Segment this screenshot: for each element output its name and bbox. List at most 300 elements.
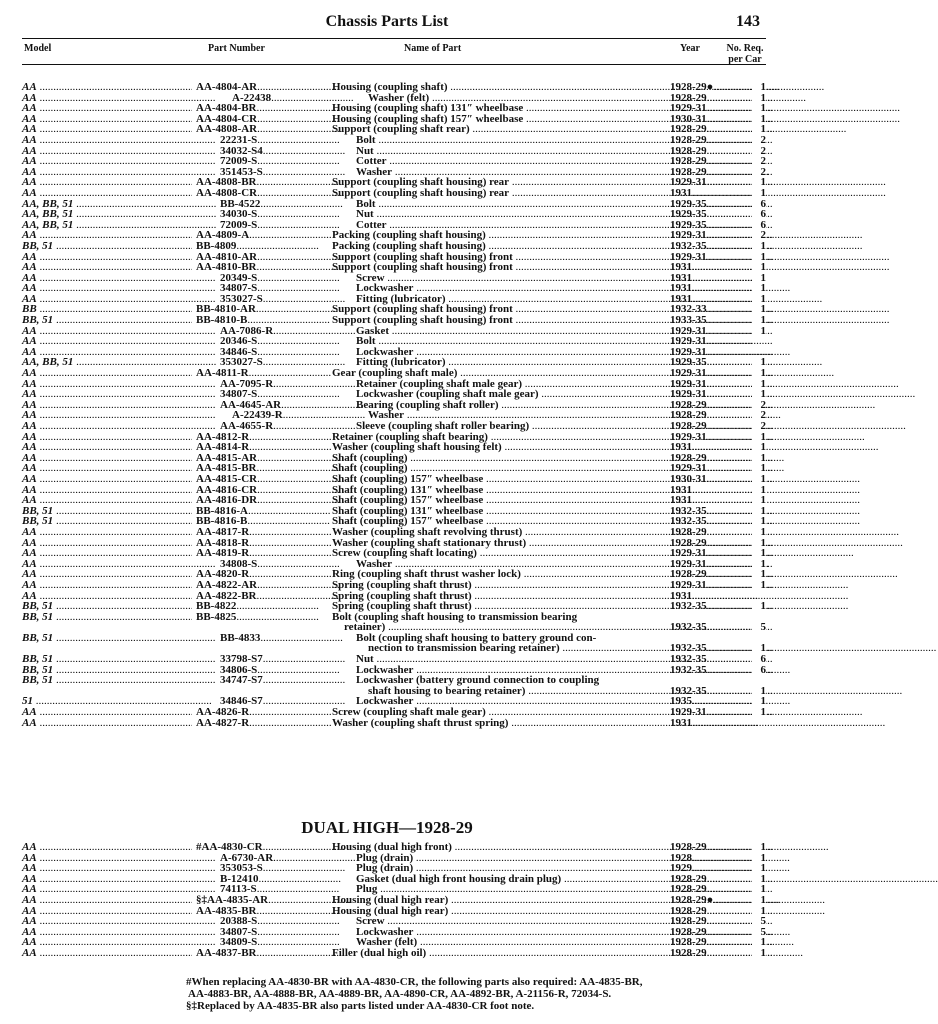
part-number-text: BB-4822 (196, 600, 237, 613)
part-name-cell: Support (coupling shaft housing) front ..... (332, 262, 670, 273)
part-name-cell: Shaft (coupling) 131″ wheelbase ..... (332, 485, 670, 496)
year-cell: 1929-31 ..... (670, 347, 760, 358)
model-cell: AA ..... (22, 895, 198, 906)
quantity-cell: 1 (752, 103, 766, 114)
footnote-1: #When replacing AA-4830-BR with AA-4830-CR, the following parts also required: AA-4835-BR, (186, 976, 643, 988)
model-cell: BB, 51 ..... (22, 654, 198, 665)
part-name-cell: Bearing (coupling shaft roller) ..... (356, 400, 670, 411)
year-cell: 1928-29 ..... (670, 93, 760, 104)
quantity-cell: 1 (752, 548, 766, 559)
leader-dots: .............................. (236, 239, 319, 252)
part-name-cell: Packing (coupling shaft housing) ..... (332, 241, 670, 252)
model-cell: AA ..... (22, 326, 198, 337)
leader-dots: .............................. (262, 144, 346, 157)
part-name-cell: Housing (coupling shaft) ..... (332, 82, 670, 93)
quantity-cell: 6 (752, 665, 766, 676)
leader-dots: .............................. (273, 851, 356, 864)
part-number-text: AA-4812-R (196, 430, 250, 443)
part-name-cell: Plug (drain) ..... (356, 863, 670, 874)
footnotes (186, 976, 766, 1012)
leader-dots: .............................. (247, 314, 330, 327)
leader-dots: .............................. (249, 430, 332, 443)
quantity-cell: 1 (752, 696, 766, 707)
leader-dots: .............................. (257, 112, 340, 125)
leader-dots: .............................. (249, 229, 332, 242)
year-cell: 1931 ..... (670, 188, 760, 199)
dual-high-parts-list (22, 842, 766, 959)
part-name-cell: Shaft (coupling) 157″ wheelbase ..... (332, 495, 670, 506)
part-name-cell: Washer (felt) ..... (368, 93, 670, 104)
year-cell: 1932-35 ..... (670, 241, 760, 252)
leader-dots: .............................. (282, 409, 366, 422)
part-name-cell: Bolt ..... (356, 199, 670, 210)
year-cell: 1928-29 ..... (670, 916, 760, 927)
leader-dots: .............................. (257, 925, 340, 938)
leader-dots: .............................. (247, 515, 330, 528)
quantity-cell: 2 (752, 410, 766, 421)
model-cell: BB, 51 ..... (22, 665, 198, 676)
part-name-cell: Cotter ..... (356, 156, 670, 167)
part-number-text: AA-4810-BR (196, 261, 257, 274)
quantity-cell: 6 (752, 209, 766, 220)
quantity-cell: 2 (752, 421, 766, 432)
leader-dots: .............................. (236, 600, 319, 613)
year-cell: 1929-31 ..... (670, 463, 760, 474)
model-cell: BB, 51 ..... (22, 506, 198, 517)
quantity-cell: 5 (752, 916, 766, 927)
part-name-cell: Ring (coupling shaft thrust washer lock) ..... (332, 569, 670, 580)
part-name-cell: Shaft (coupling) ..... (332, 463, 670, 474)
year-cell: 1932-35 ..... (670, 506, 760, 517)
leader-dots: .............................. (249, 441, 332, 454)
leader-dots: .............................. (257, 250, 340, 263)
quantity-cell: 1 (752, 937, 766, 948)
column-header-part-number: Part Number (208, 43, 265, 54)
part-name-cell: Lockwasher (coupling shaft male gear) ..... (356, 389, 670, 400)
quantity-cell: 1 (752, 93, 766, 104)
quantity-cell: 1 (752, 906, 766, 917)
part-name-cell: Bolt ..... (356, 336, 670, 347)
model-cell: AA ..... (22, 167, 198, 178)
quantity-cell: 2 (752, 135, 766, 146)
part-name-cell: Screw (coupling shaft locating) ..... (332, 548, 670, 559)
table-row (22, 718, 766, 729)
part-number-text: AA-4816-CR (196, 483, 258, 496)
year-cell: 1929-31 ..... (670, 336, 760, 347)
quantity-cell: 1 (752, 241, 766, 252)
year-cell: 1929-31 ..... (670, 379, 760, 390)
part-name-cell: Lockwasher ..... (356, 696, 670, 707)
leader-dots: .............................. (256, 462, 339, 475)
model-cell: AA ..... (22, 347, 198, 358)
quantity-cell: 1 (752, 357, 766, 368)
leader-dots: .............................. (249, 547, 332, 560)
model-cell: AA, BB, 51 ..... (22, 220, 198, 231)
leader-dots: .............................. (257, 483, 340, 496)
quantity-cell: 1 (752, 874, 766, 885)
year-cell: 1929-31 ..... (670, 230, 760, 241)
year-cell: 1931 ..... (670, 485, 760, 496)
quantity-cell: 1 (752, 177, 766, 188)
leader-dots: .............................. (249, 706, 332, 719)
part-number-text: 34806-S (220, 663, 258, 676)
leader-dots: .............................. (257, 133, 340, 146)
year-cell: 1928-29 ..... (670, 400, 760, 411)
part-name-cell: Housing (coupling shaft) 131″ wheelbase ..... (332, 103, 670, 114)
quantity-cell: 1 (752, 294, 766, 305)
leader-dots: .............................. (258, 872, 341, 885)
part-name-cell: Plug ..... (356, 884, 670, 895)
table-row (22, 474, 766, 485)
model-cell: AA ..... (22, 948, 198, 959)
year-cell: 1932-35 ..... (670, 601, 760, 612)
model-cell: AA, BB, 51 ..... (22, 357, 198, 368)
leader-dots: .............................. (257, 578, 340, 591)
quantity-cell: 1 (752, 368, 766, 379)
leader-dots: .............................. (257, 123, 340, 136)
part-number-text: 74113-S (220, 883, 257, 896)
quantity-cell: 1 (752, 538, 766, 549)
leader-dots: .............................. (256, 261, 339, 274)
year-cell: 1931 ..... (670, 495, 760, 506)
leader-dots: .............................. (271, 91, 354, 104)
part-number-text: BB-4816-B (196, 515, 248, 528)
quantity-cell: 1 (752, 601, 766, 612)
year-cell: 1933-35 ..... (670, 315, 760, 326)
part-name-cell: shaft housing to bearing retainer) ..... (368, 686, 670, 697)
quantity-cell: 1 (752, 495, 766, 506)
quantity-cell: 1 (752, 442, 766, 453)
part-number-text: AA-4811-R (196, 367, 249, 380)
part-number-text: AA-7086-R (220, 324, 274, 337)
part-number-text: 34032-S4 (220, 144, 263, 157)
leader-dots: .............................. (262, 695, 346, 708)
part-number-text: AA-4808-CR (196, 186, 258, 199)
model-cell: AA ..... (22, 124, 198, 135)
part-name-cell: retainer) ..... (344, 622, 670, 633)
column-header-name: Name of Part (404, 43, 462, 54)
leader-dots: .............................. (257, 208, 340, 221)
quantity-cell: 5 (752, 622, 766, 633)
year-cell: 1929-35 ..... (670, 209, 760, 220)
page-number: 143 (736, 13, 760, 30)
column-header-year: Year (680, 43, 700, 54)
column-header-qty-line2: per Car (728, 54, 762, 65)
year-cell: 1932-35 ..... (670, 654, 760, 665)
leader-dots: .............................. (236, 610, 319, 623)
quantity-cell: 2 (752, 156, 766, 167)
table-row (22, 527, 766, 538)
leader-dots: .............................. (249, 716, 332, 729)
leader-dots: .............................. (247, 504, 331, 517)
table-row (22, 82, 766, 93)
part-number-text: AA-4804-BR (196, 102, 257, 115)
quantity-cell: 1 (752, 580, 766, 591)
table-row (22, 842, 766, 853)
model-cell: BB, 51 ..... (22, 675, 198, 686)
model-cell: BB, 51 ..... (22, 601, 198, 612)
year-cell: 1931 ..... (670, 718, 760, 729)
year-cell: 1928-29 ..... (670, 527, 760, 538)
model-cell: BB, 51 ..... (22, 612, 198, 623)
model-cell: AA ..... (22, 874, 198, 885)
leader-dots: .............................. (273, 377, 356, 390)
part-number-text: AA-4822-AR (196, 578, 258, 591)
part-number-text: BB-4522 (220, 197, 261, 210)
year-cell: 1928-29 ..... (670, 453, 760, 464)
part-name-cell: Shaft (coupling) 131″ wheelbase ..... (332, 506, 670, 517)
year-cell: 1929-35 ..... (670, 220, 760, 231)
year-cell: 1928-29 ..... (670, 421, 760, 432)
part-name-cell: Screw ..... (356, 916, 670, 927)
model-cell: AA ..... (22, 718, 198, 729)
part-name-cell: Packing (coupling shaft housing) ..... (332, 230, 670, 241)
part-name-cell: Gasket ..... (356, 326, 670, 337)
quantity-cell: 6 (752, 654, 766, 665)
model-cell: AA ..... (22, 400, 198, 411)
year-cell: 1929-31 ..... (670, 389, 760, 400)
year-cell: 1935 ..... (670, 696, 760, 707)
leader-dots: .............................. (249, 568, 332, 581)
model-cell: AA ..... (22, 453, 198, 464)
part-name-cell: Lockwasher ..... (356, 347, 670, 358)
model-cell: AA ..... (22, 485, 198, 496)
part-number-text: 72009-S (220, 218, 258, 231)
part-number-text: 33798-S7 (220, 653, 263, 666)
leader-dots: .............................. (257, 388, 340, 401)
leader-dots: .............................. (256, 176, 339, 189)
leader-dots: .............................. (281, 398, 364, 411)
part-name-cell: Plug (drain) ..... (356, 853, 670, 864)
year-cell: 1928-29 ..... (670, 948, 760, 959)
part-number-text: AA-4815-AR (196, 451, 258, 464)
quantity-cell: 1 (752, 474, 766, 485)
part-name-cell: Washer ..... (356, 167, 670, 178)
leader-dots: .............................. (256, 946, 339, 959)
part-name-cell: Housing (coupling shaft) 157″ wheelbase ..... (332, 114, 670, 125)
quantity-cell: 1 (752, 273, 766, 284)
part-number-text: AA-4809-A (196, 229, 250, 242)
leader-dots: .............................. (248, 367, 332, 380)
header-rule-top (22, 38, 766, 39)
year-cell: 1928-29 ..... (670, 842, 760, 853)
part-number-text: BB-4810-AR (196, 303, 256, 316)
part-name-cell: Washer (felt) ..... (356, 937, 670, 948)
model-cell: AA ..... (22, 252, 198, 263)
leader-dots: .............................. (249, 536, 332, 549)
part-number-text: AA-4808-AR (196, 123, 258, 136)
year-cell: 1929-31 ..... (670, 326, 760, 337)
part-name-cell: Nut ..... (356, 654, 670, 665)
quantity-cell: 1 (752, 884, 766, 895)
part-number-text: #AA-4830-CR (196, 841, 263, 853)
part-name-cell: Gasket (dual high front housing drain plug) ..... (356, 874, 670, 885)
section-title: DUAL HIGH—1928-29 (301, 818, 473, 837)
year-cell: 1928-29 ..... (670, 156, 760, 167)
quantity-cell: 1 (752, 432, 766, 443)
part-number-text: 20349-S (220, 271, 258, 284)
table-row (22, 580, 766, 591)
quantity-cell: 6 (752, 220, 766, 231)
leader-dots: .............................. (262, 862, 346, 875)
part-name-cell: Support (coupling shaft housing) front ..... (332, 252, 670, 263)
part-number-text: AA-4655-R (220, 420, 274, 432)
part-name-cell: Shaft (coupling) ..... (332, 453, 670, 464)
part-name-cell: Support (coupling shaft housing) front ..... (332, 315, 670, 326)
part-name-cell: Support (coupling shaft rear) ..... (332, 124, 670, 135)
leader-dots: .............................. (257, 345, 340, 358)
model-cell: AA ..... (22, 863, 198, 874)
column-header-model: Model (24, 43, 52, 54)
year-cell: 1932-35 ..... (670, 516, 760, 527)
quantity-cell: 5 (752, 927, 766, 938)
footnote-2: AA-4883-BR, AA-4888-BR, AA-4889-BR, AA-4890-CR, AA-4892-BR, A-21156-R, 72034-S. (188, 988, 612, 1000)
model-cell: AA ..... (22, 114, 198, 125)
part-name-cell: Lockwasher ..... (356, 283, 670, 294)
leader-dots: .............................. (262, 292, 346, 305)
leader-dots: .............................. (256, 589, 339, 602)
column-header-qty (722, 43, 768, 65)
leader-dots: .............................. (260, 631, 343, 644)
year-cell: 1930-31 ..... (670, 474, 760, 485)
part-number-text: AA-4817-R (196, 525, 250, 538)
year-cell: 1932-35 ..... (670, 622, 760, 633)
quantity-cell: 2 (752, 230, 766, 241)
part-number-text: AA-4804-AR (196, 81, 258, 93)
part-name-cell: Washer (coupling shaft housing felt) ..... (332, 442, 670, 453)
year-cell: 1928-29 ..... (670, 146, 760, 157)
leader-dots: .............................. (260, 197, 343, 210)
year-cell: 1928-29 ..... (670, 167, 760, 178)
quantity-cell: 1 (752, 948, 766, 959)
year-cell: 1932-35 ..... (670, 686, 760, 697)
model-cell: BB, 51 ..... (22, 241, 198, 252)
quantity-cell: 1 (752, 114, 766, 125)
year-cell: 1929-31 ..... (670, 368, 760, 379)
model-cell: AA ..... (22, 569, 198, 580)
part-number-text: 34807-S (220, 388, 258, 401)
quantity-cell: 1 (752, 686, 766, 697)
part-number-text: 34747-S7 (220, 674, 263, 687)
model-cell: AA ..... (22, 103, 198, 114)
leader-dots: .............................. (257, 451, 340, 464)
part-number-text: AA-4835-BR (196, 904, 257, 917)
part-number-text: AA-4837-BR (196, 946, 257, 959)
part-number-text: A-6730-AR (220, 851, 274, 864)
model-cell: AA ..... (22, 421, 198, 432)
model-cell: BB, 51 ..... (22, 633, 198, 644)
part-number-text: 34809-S (220, 936, 258, 949)
model-cell: BB ..... (22, 304, 198, 315)
table-row (22, 135, 766, 146)
part-name-cell: Washer ..... (356, 559, 670, 570)
year-cell: 1931 ..... (670, 591, 760, 602)
part-name-cell: Shaft (coupling) 157″ wheelbase ..... (332, 474, 670, 485)
table-row (22, 948, 766, 959)
part-number-text: AA-4645-AR (220, 398, 282, 411)
part-name-cell: Washer (coupling shaft revolving thrust) ..... (332, 527, 670, 538)
part-number-text: 20346-S (220, 335, 258, 348)
quantity-cell: 1 (752, 262, 766, 273)
quantity-cell: 1 (752, 485, 766, 496)
part-number-text: AA-4808-BR (196, 176, 257, 189)
table-row (22, 895, 766, 906)
part-name-cell: Bolt (coupling shaft housing to transmission bearing (332, 610, 578, 623)
leader-dots: .............................. (256, 102, 339, 115)
year-cell: 1929-31 ..... (670, 252, 760, 263)
part-name-cell: Housing (dual high front) ..... (332, 842, 670, 853)
year-cell: 1932-35 ..... (670, 665, 760, 676)
leader-dots: .............................. (257, 936, 340, 949)
quantity-cell: 1 (752, 516, 766, 527)
header-rule-bottom (22, 64, 766, 65)
footnote-3: §‡Replaced by AA-4835-BR also parts listed under AA-4830-CR foot note. (186, 1000, 535, 1012)
part-number-text: AA-4804-CR (196, 112, 258, 125)
model-cell: AA ..... (22, 591, 198, 602)
part-name-cell: Washer ..... (368, 410, 670, 421)
part-name-cell: Filler (dual high oil) ..... (332, 948, 670, 959)
model-cell: AA ..... (22, 442, 198, 453)
quantity-cell: 1 (752, 389, 766, 400)
part-number-cell (220, 675, 354, 686)
model-cell: AA ..... (22, 707, 198, 718)
leader-dots: .............................. (262, 165, 346, 178)
model-cell: AA ..... (22, 410, 198, 421)
model-cell: AA ..... (22, 273, 198, 284)
quantity-cell: 1 (752, 643, 766, 654)
model-cell: AA ..... (22, 82, 198, 93)
year-cell: 1929-31 ..... (670, 559, 760, 570)
part-number-text: AA-4816-DR (196, 494, 258, 507)
leader-dots: .............................. (249, 525, 332, 538)
quantity-cell: 1 (752, 527, 766, 538)
part-name-cell: Bolt ..... (356, 135, 670, 146)
quantity-cell: 2 (752, 167, 766, 178)
part-name-cell: Screw ..... (356, 273, 670, 284)
model-cell: AA ..... (22, 93, 198, 104)
model-cell: AA ..... (22, 884, 198, 895)
quantity-cell: 1 (752, 82, 766, 93)
part-number-text: B-12410 (220, 872, 259, 885)
part-name-cell: Housing (dual high rear) ..... (332, 895, 670, 906)
part-number-text: 34807-S (220, 925, 258, 938)
part-number-text: AA-4826-R (196, 706, 250, 719)
part-name-cell: Lockwasher ..... (356, 927, 670, 938)
leader-dots: .............................. (256, 904, 339, 917)
part-number-text: AA-4820-R (196, 568, 250, 581)
part-number-text: AA-4822-BR (196, 589, 257, 602)
year-cell: 1928-29 ..... (670, 884, 760, 895)
year-cell: 1928-29 ..... (670, 874, 760, 885)
model-cell: AA ..... (22, 927, 198, 938)
leader-dots: .............................. (257, 472, 340, 485)
year-cell: 1929-31 ..... (670, 548, 760, 559)
leader-dots: .............................. (262, 356, 346, 369)
part-number-text: AA-4815-BR (196, 462, 257, 475)
year-cell: 1929-31 ..... (670, 103, 760, 114)
leader-dots: .............................. (273, 324, 356, 337)
quantity-cell: 1 (752, 379, 766, 390)
parts-list (22, 82, 766, 728)
model-cell: AA ..... (22, 916, 198, 927)
part-number-text: 353027-S (220, 356, 263, 369)
model-cell: AA ..... (22, 389, 198, 400)
year-cell: 1928-29 ..... (670, 135, 760, 146)
year-cell: 1931 ..... (670, 294, 760, 305)
quantity-cell: 1 (752, 842, 766, 853)
quantity-cell: 1 (752, 188, 766, 199)
part-name-cell: Fitting (lubricator) ..... (356, 294, 670, 305)
